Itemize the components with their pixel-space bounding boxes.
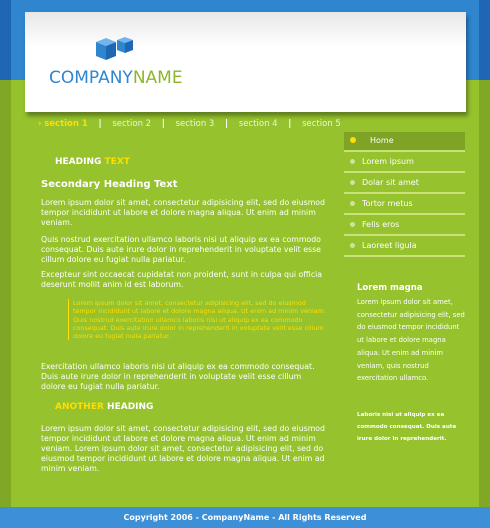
main-heading-part1: HEADING — [55, 157, 102, 167]
sidebar-menu — [344, 132, 465, 258]
bullet-icon — [350, 222, 355, 227]
sidebar-item-dolar-sit-amet[interactable] — [344, 174, 465, 194]
left-border — [0, 0, 11, 80]
sidebar-item-tortor-metus[interactable] — [344, 195, 465, 215]
nav-separator: | — [225, 119, 229, 129]
sidebar-title: Lorem magna — [357, 283, 423, 293]
nav-active-marker: › — [38, 119, 42, 129]
paragraph-3: Excepteur sint occaecat cupidatat non proident, sunt in culpa qui officia deserunt mollit anim id est laborum. — [41, 270, 323, 289]
nav-section-5[interactable]: section 5 — [302, 119, 341, 129]
bullet-icon — [350, 159, 355, 164]
paragraph-4: Exercitation ullamco laboris nisi ut aliquip ex ea commodo consequat. Duis aute irure dolor in reprehenderit in voluptate velit esse cillum dolore eu fugiat nulla pariatur. — [41, 362, 315, 391]
nav-separator: | — [161, 119, 165, 129]
nav-section-4[interactable]: section 4 — [238, 119, 278, 129]
header — [25, 12, 466, 112]
sidebar-item-label: Tortor metus — [362, 199, 413, 208]
logo-text-name: NAME — [132, 68, 183, 88]
paragraph-1: Lorem ipsum dolor sit amet, consectetur adipisicing elit, sed do eiusmod tempor incididunt ut labore et dolore magna aliqua. Ut enim ad minim veniam. — [41, 198, 326, 227]
right-column-bg — [479, 80, 490, 508]
left-column-bg — [0, 80, 11, 508]
bullet-icon — [350, 243, 355, 248]
main-heading-part2: TEXT — [104, 157, 130, 167]
nav-section-2[interactable]: section 2 — [112, 119, 152, 129]
secondary-heading: Secondary Heading Text — [41, 179, 178, 190]
bullet-icon — [350, 137, 356, 143]
nav-section-3[interactable]: section 3 — [175, 119, 215, 129]
paragraph-5: Lorem ipsum dolor sit amet, consectetur adipisicing elit, sed do eiusmod tempor incididunt ut labore et dolore magna aliqua. Ut enim ad minim veniam. Lorem ipsum dolor sit amet, consectetur adipisicing elit, sed do eiusmod tempor incididunt ut labore et dolore magna aliqua. Ut enim ad minim veniam. — [41, 424, 326, 473]
another-heading-part1: ANOTHER — [55, 402, 104, 412]
footer: Copyright 2006 - CompanyName - All Rights Reserved — [0, 507, 490, 528]
sidebar-item-label: Laoreet ligula — [362, 241, 417, 250]
bullet-icon — [350, 201, 355, 206]
nav-separator: | — [98, 119, 102, 129]
nav-section-1[interactable]: section 1 — [44, 119, 88, 129]
cube-logo-icon — [96, 36, 136, 62]
sidebar-item-lorem-ipsum[interactable] — [344, 153, 465, 173]
sidebar-item-label: Lorem ipsum — [362, 157, 414, 166]
sidebar-text: Lorem ipsum dolor sit amet, consectetur adipisicing elit, sed do eiusmod tempor incididunt ut labore et dolore magna aliqua. Ut enim ad minim veniam, quis nostrud exercitation ullamco. — [357, 298, 465, 383]
paragraph-2: Quis nostrud exercitation ullamco laboris nisi ut aliquip ex ea commodo consequat. Duis aute irure dolor in reprehenderit in voluptate velit esse cillum dolore eu fugiat nulla pariatur. — [41, 235, 321, 264]
right-border — [479, 0, 490, 80]
sidebar-item-felis-eros[interactable] — [344, 216, 465, 236]
bullet-icon — [350, 180, 355, 185]
sidebar-item-label: Dolar sit amet — [362, 178, 419, 187]
nav-separator: | — [288, 119, 292, 129]
sidebar-bold-text: Laboris nisi ut aliquip ex ea commodo consequat. Duis aute irure dolor in reprehenderit. — [357, 412, 457, 442]
company-logo[interactable] — [49, 68, 183, 88]
sidebar-item-label: Home — [370, 136, 394, 145]
top-nav — [38, 119, 341, 129]
sidebar-item-label: Felis eros — [362, 220, 400, 229]
another-heading — [55, 402, 153, 412]
logo-text-company: COMPANY — [49, 68, 133, 88]
main-heading — [55, 157, 130, 167]
blockquote: Lorem ipsum dolor sit amet, consectetur adipisicing elit, sed do eiusmod tempor incididunt ut labore et dolore magna aliqua. Ut enim ad minim veniam. Quis nostrud exercitation ullamco laboris nisi ut aliquip ex ea commodo consequat. Duis aute irure dolor in reprehenderit in voluptate velit esse cillum dolore eu fugiat nulla pariatur. — [68, 299, 329, 340]
sidebar-item-laoreet-ligula[interactable] — [344, 237, 465, 257]
sidebar-item-home[interactable] — [344, 132, 465, 152]
another-heading-part2: HEADING — [107, 402, 154, 412]
